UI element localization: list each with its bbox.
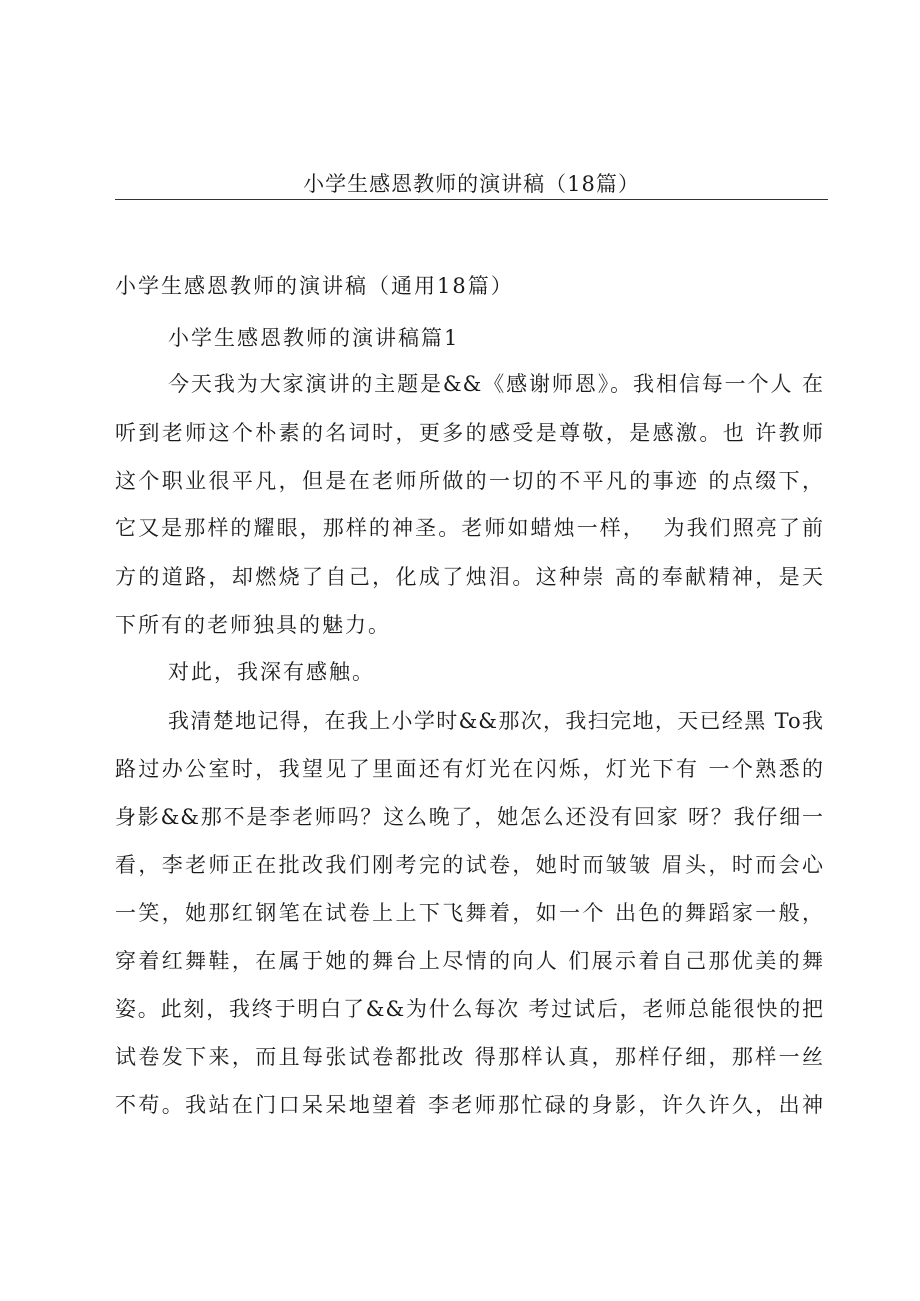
paragraph-3-line: 试卷发下来，而且每张试卷都批改 得那样认真，那样仔细，那样一丝 — [115, 1045, 824, 1069]
paragraph-1-line: 听到老师这个朴素的名词时，更多的感受是尊敬，是感激。也 许教师 — [115, 421, 824, 445]
title-underline — [115, 199, 828, 200]
paragraph-1-line: 它又是那样的耀眼，那样的神圣。老师如蜡烛一样， 为我们照亮了前 — [115, 516, 824, 540]
paragraph-1-line: 下所有的老师独具的魅力。 — [115, 613, 391, 637]
paragraph-2: 对此，我深有感触。 — [168, 660, 375, 684]
paragraph-3-line: 不苟。我站在门口呆呆地望着 李老师那忙碌的身影，许久许久，出神 — [115, 1093, 824, 1117]
document-title: 小学生感恩教师的演讲稿（18篇） — [303, 172, 640, 196]
paragraph-3-line: 看，李老师正在批改我们刚考完的试卷，她时而皱皱 眉头，时而会心 — [115, 853, 824, 877]
paragraph-3-line: 我清楚地记得，在我上小学时&&那次，我扫完地，天已经黑 To我 — [168, 709, 825, 733]
paragraph-3-line: 身影&&那不是李老师吗？这么晚了，她怎么还没有回家 呀？我仔细一 — [115, 805, 824, 829]
document-subtitle: 小学生感恩教师的演讲稿（通用18篇） — [115, 274, 514, 298]
section-heading: 小学生感恩教师的演讲稿篇1 — [168, 326, 460, 350]
paragraph-3-line: 姿。此刻，我终于明白了&&为什么每次 考过试后，老师总能很快的把 — [115, 997, 824, 1021]
paragraph-1-line: 这个职业很平凡，但是在老师所做的一切的不平凡的事迹 的点缀下， — [115, 469, 824, 493]
paragraph-1-line: 今天我为大家演讲的主题是&&《感谢师恩》。我相信每一个人 在 — [168, 372, 824, 396]
paragraph-1-line: 方的道路，却燃烧了自己，化成了烛泪。这种崇 高的奉献精神，是天 — [115, 565, 824, 589]
paragraph-3-line: 穿着红舞鞋，在属于她的舞台上尽情的向人 们展示着自己那优美的舞 — [115, 949, 824, 973]
paragraph-3-line: 路过办公室时，我望见了里面还有灯光在闪烁，灯光下有 一个熟悉的 — [115, 757, 824, 781]
paragraph-3-line: 一笑，她那红钢笔在试卷上上下飞舞着，如一个 出色的舞蹈家一般， — [115, 901, 824, 925]
